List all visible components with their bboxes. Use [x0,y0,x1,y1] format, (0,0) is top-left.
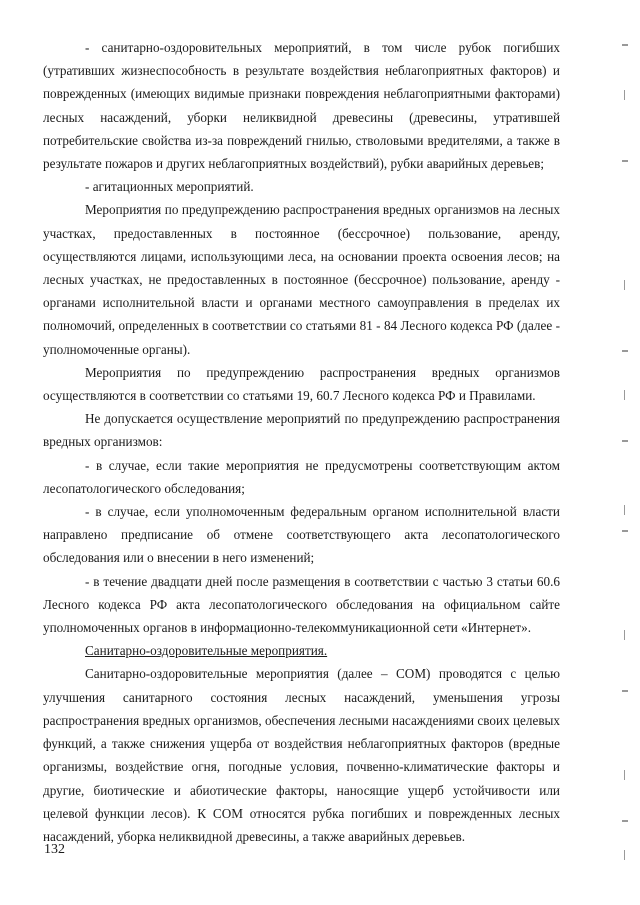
paragraph-prohibition-case-3: - в течение двадцати дней после размещения в соответствии с частью 3 статьи 60.6 Лесного кодекса РФ акта лесопатологического обследования на официальном сайте уполномоченных органов в информационно-телекоммуникационной сети «Интернет». [43,573,560,636]
paragraph-legal-basis: Мероприятия по предупреждению распространения вредных организмов осуществляются в соответствии со статьями 19, 60.7 Лесного кодекса РФ и Правилами. [43,364,560,404]
scan-mark [624,850,625,860]
scan-mark [622,530,628,532]
scan-mark [622,820,628,822]
page-number: 132 [44,842,65,857]
paragraph-prevention-performers: Мероприятия по предупреждению распространения вредных организмов на лесных участках, предоставленных в постоянное (бессрочное) пользование, аренду, осуществляются лицами, использующими леса, на основании проекта освоения лесов; на лесных участках, не предоставленных в постоянное (бессрочное) пользование, аренду - органами исполнительной власти и органами местного самоуправления в пределах их полномочий, определенных в соответствии со статьями 81 - 84 Лесного кодекса РФ (далее - уполномоченные органы). [43,202,560,357]
paragraph-agitation-item: - агитационных мероприятий. [85,179,254,195]
scan-mark [624,505,625,515]
scan-mark [622,44,628,46]
scan-mark [624,390,625,400]
scan-mark [624,280,625,290]
paragraph-prohibition-intro: Не допускается осуществление мероприятий по предупреждению распространения вредных организмов: [43,411,560,450]
scan-mark [624,630,625,640]
section-heading-sanitary-measures: Санитарно-оздоровительные мероприятия. [85,643,328,659]
scan-margin-marks [618,30,628,880]
scan-mark [622,440,628,442]
paragraph-prohibition-case-1: - в случае, если такие мероприятия не предусмотрены соответствующим актом лесопатологического обследования; [43,457,560,496]
paragraph-prohibition-case-2: - в случае, если уполномоченным федеральным органом исполнительной власти направлено предписание об отмене соответствующего акта лесопатологического обследования или о внесении в него изменений; [43,504,560,566]
scan-mark [622,350,628,352]
scan-mark [624,90,625,100]
scan-mark [622,690,628,692]
paragraph-sanitary-measures-item: - санитарно-оздоровительных мероприятий, в том числе рубок погибших (утративших жизнеспособность в результате воздействия неблагоприятных факторов) и поврежденных (имеющих видимые признаки повреждения неблагоприятными факторами) лесных насаждений, уборки неликвидной древесины (древесины, утратившей потребительские свойства из-за повреждений гнилью, стволовыми вредителями, а также в результате пожаров и других неблагоприятных воздействий), рубки аварийных деревьев; [43,40,560,172]
document-body [43,36,560,848]
paragraph-som-definition: Санитарно-оздоровительные мероприятия (далее – СОМ) проводятся с целью улучшения санитарного состояния лесных насаждений, уменьшения угрозы распространения вредных организмов, обеспечения лесными насаждениями своих целевых функций, а также снижения ущерба от воздействия неблагоприятных факторов (вредные организмы, воздействие огня, погодные условия, почвенно-климатические факторы и другие, биотические и абиотические факторы, наносящие ущерб устойчивости или целевой функции лесов). К СОМ относятся рубка погибших и поврежденных лесных насаждений, уборка неликвидной древесины, а также аварийных деревьев. [43,666,560,844]
scan-mark [624,770,625,780]
scan-mark [622,160,628,162]
